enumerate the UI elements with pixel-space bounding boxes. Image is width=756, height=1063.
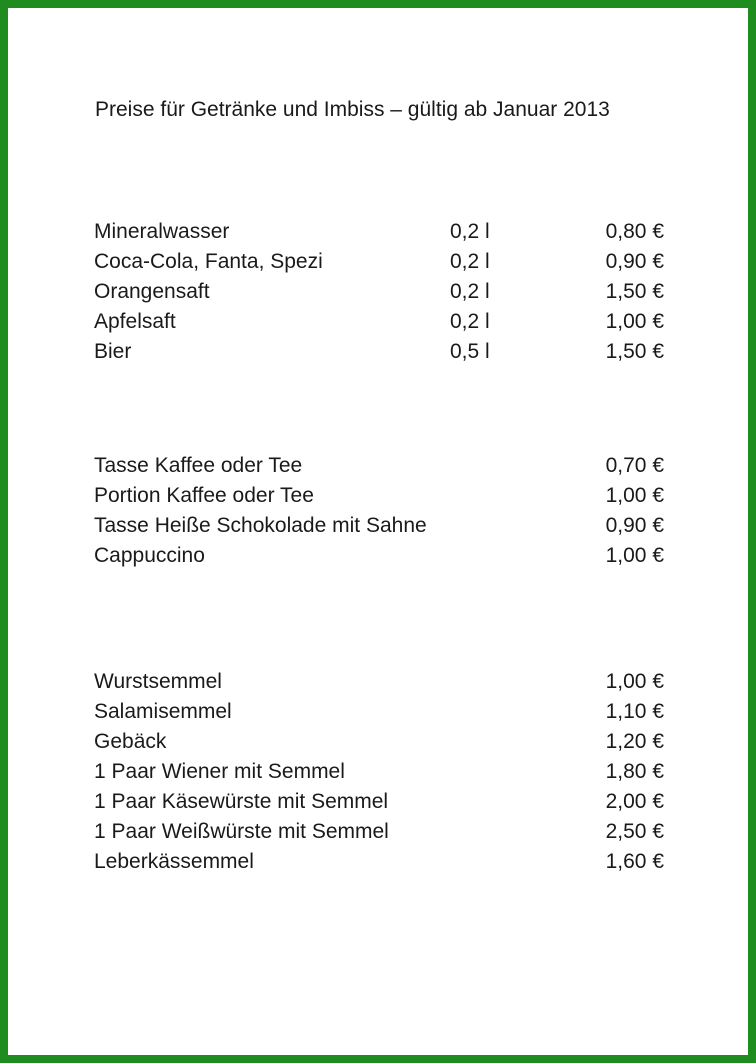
item-price: 0,80 €: [605, 220, 664, 243]
item-name: Tasse Heiße Schokolade mit Sahne: [94, 514, 427, 537]
price-row: [94, 787, 674, 817]
item-price: 1,80 €: [605, 760, 664, 783]
price-row: [94, 667, 674, 697]
section-snacks: [94, 667, 674, 877]
item-price: 1,50 €: [605, 340, 664, 363]
item-price: 2,00 €: [605, 790, 664, 813]
item-price: 0,90 €: [605, 250, 664, 273]
item-price: 1,00 €: [605, 310, 664, 333]
price-row: [94, 847, 674, 877]
item-name: Portion Kaffee oder Tee: [94, 484, 314, 507]
item-name: Wurstsemmel: [94, 670, 222, 693]
item-name: 1 Paar Wiener mit Semmel: [94, 760, 345, 783]
item-price: 1,20 €: [605, 730, 664, 753]
price-row: [94, 247, 674, 277]
price-row: [94, 307, 674, 337]
item-name: Apfelsaft: [94, 310, 176, 333]
item-price: 1,00 €: [605, 544, 664, 567]
price-row: [94, 337, 674, 367]
price-row: [94, 217, 674, 247]
item-name: Salamisemmel: [94, 700, 232, 723]
price-row: [94, 481, 674, 511]
item-name: 1 Paar Käsewürste mit Semmel: [94, 790, 389, 813]
item-price: 1,00 €: [605, 484, 664, 507]
item-size: 0,2 l: [450, 220, 490, 243]
item-name: Bier: [94, 340, 132, 363]
item-name: Cappuccino: [94, 544, 205, 567]
item-size: 0,2 l: [450, 280, 490, 303]
item-price: 0,90 €: [605, 514, 664, 537]
item-name: 1 Paar Weißwürste mit Semmel: [94, 820, 389, 843]
price-row: [94, 511, 674, 541]
section-hot-drinks: [94, 451, 674, 571]
item-size: 0,2 l: [450, 310, 490, 333]
price-row: [94, 277, 674, 307]
price-row: [94, 541, 674, 571]
item-price: 1,60 €: [605, 850, 664, 873]
price-row: [94, 727, 674, 757]
price-row: [94, 697, 674, 727]
item-size: 0,2 l: [450, 250, 490, 273]
item-price: 1,50 €: [605, 280, 664, 303]
item-name: Mineralwasser: [94, 220, 230, 243]
item-name: Leberkässemmel: [94, 850, 254, 873]
price-row: [94, 451, 674, 481]
item-price: 1,00 €: [605, 670, 664, 693]
price-row: [94, 757, 674, 787]
item-price: 2,50 €: [605, 820, 664, 843]
item-price: 1,10 €: [605, 700, 664, 723]
item-name: Orangensaft: [94, 280, 210, 303]
item-name: Coca-Cola, Fanta, Spezi: [94, 250, 323, 273]
item-price: 0,70 €: [605, 454, 664, 477]
price-row: [94, 817, 674, 847]
item-name: Tasse Kaffee oder Tee: [94, 454, 303, 477]
item-name: Gebäck: [94, 730, 167, 753]
section-cold-drinks: [94, 217, 674, 367]
item-size: 0,5 l: [450, 340, 490, 363]
page-title: Preise für Getränke und Imbiss – gültig ab Januar 2013: [95, 98, 610, 121]
